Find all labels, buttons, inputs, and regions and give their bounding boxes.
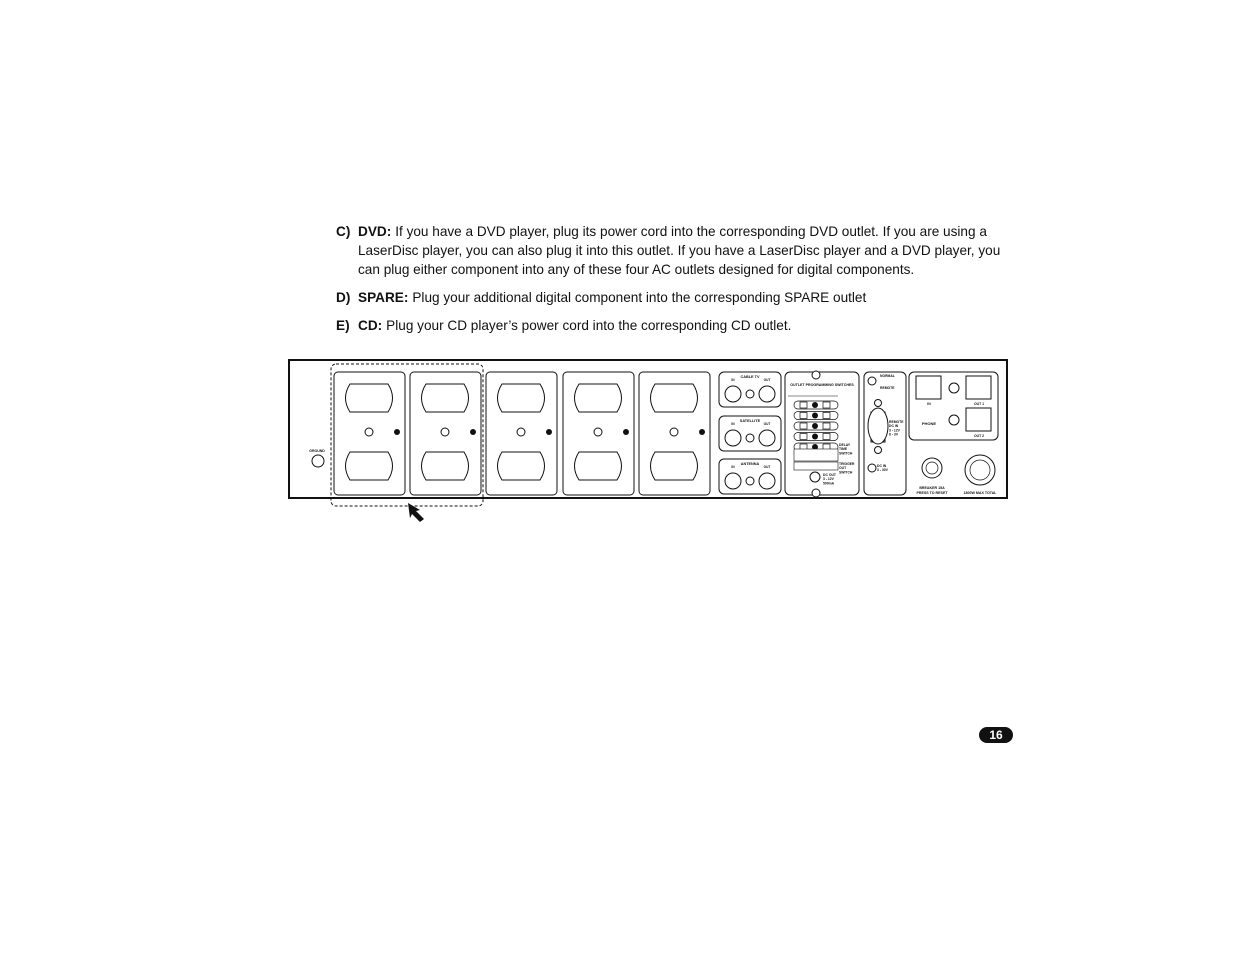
outlet-screw-icon [365, 428, 373, 436]
outlet-socket-icon [575, 384, 622, 412]
switch-right-icon [823, 434, 830, 440]
programming-screw-icon [812, 489, 820, 497]
outlet-screw-icon [441, 428, 449, 436]
dc-out-label: 3 - 12V [823, 477, 834, 482]
remote-dc-label: 3 - 12V [889, 428, 900, 433]
outlet-marker-label: 3 [625, 430, 627, 435]
coax-screw-icon [746, 477, 754, 485]
power-cord-label: 1800W MAX TOTAL [963, 491, 997, 495]
trigger-label: OUT [839, 466, 847, 471]
delay-label: TIME [839, 447, 848, 452]
coax-jacks [719, 372, 781, 494]
coax-jack-icon [725, 386, 741, 402]
phone-screw-icon [949, 415, 959, 425]
delay-label: SWITCH [839, 451, 853, 456]
remote-label: REMOTE [880, 386, 895, 390]
dc-out-jack-icon [810, 472, 820, 482]
coax-jack-icon [759, 386, 775, 402]
switch-left-icon [800, 423, 807, 429]
switch-left-icon [800, 413, 807, 419]
power-cord-icon [965, 455, 995, 485]
phone-out2-jack-icon [966, 408, 991, 431]
coax-jack-icon [759, 473, 775, 489]
phone-section [909, 372, 998, 440]
outlet-socket-icon [575, 452, 622, 480]
outlet-marker-label: 2 [548, 430, 550, 435]
dc-out-label: DC OUT [823, 473, 836, 477]
outlet-socket-icon [422, 452, 469, 480]
switch-right-icon [823, 423, 830, 429]
coax-out-label: OUT [763, 378, 771, 382]
outlet-screw-icon [670, 428, 678, 436]
paragraph-label: C) [336, 224, 351, 239]
dc-out-label: 500mA [823, 481, 835, 486]
remote-dc-label: REMOTE [889, 420, 904, 424]
switch-right-icon [823, 402, 830, 408]
outlet-screw-icon [517, 428, 525, 436]
outlet-socket-icon [498, 452, 545, 480]
paragraph-line: Plug your additional digital component into the corresponding SPARE outlet [412, 290, 867, 305]
paragraph-keyword: DVD: [358, 224, 392, 239]
switch-left-icon [800, 402, 807, 408]
paragraph-line: Plug your CD player’s power cord into the corresponding CD outlet. [386, 318, 792, 333]
coax-label: CABLE TV [740, 375, 760, 379]
outlet-programming-switches [785, 371, 859, 497]
phone-in-label: IN [927, 402, 931, 406]
paragraph-label: D) [336, 290, 351, 305]
switch-left-icon [800, 434, 807, 440]
coax-screw-icon [746, 434, 754, 442]
ac-outlets [334, 372, 710, 495]
coax-jack-icon [725, 430, 741, 446]
breaker-label-2: PRESS TO RESET [916, 491, 948, 495]
phone-label: PHONE [921, 421, 937, 426]
switch-right-icon [823, 413, 830, 419]
coax-out-label: OUT [763, 465, 771, 469]
coax-label: SATELLITE [739, 419, 761, 423]
switch-number-label: 4 [814, 434, 816, 439]
phone-out1-jack-icon [966, 376, 991, 399]
delay-label: DELAY [839, 443, 851, 447]
outlet-socket-icon [651, 452, 698, 480]
switch-number-label: 2 [814, 413, 816, 418]
outlet-marker-label: 1 [396, 430, 398, 435]
outlet-socket-icon [651, 384, 698, 412]
paragraph-keyword: SPARE: [358, 290, 409, 305]
paragraph-line: If you have a DVD player, plug its power cord into the corresponding DVD outlet. If you are using a [395, 224, 987, 239]
dc-in-label: DC IN [877, 464, 887, 468]
dc-in-label: 3 - 30V [877, 468, 888, 473]
outlet-screw-icon [594, 428, 602, 436]
coax-jack-icon [725, 473, 741, 489]
coax-in-label: IN [731, 422, 735, 426]
trigger-label: TRIGGER [839, 462, 855, 466]
coax-out-label: OUT [763, 422, 771, 426]
outlet-socket-icon [346, 452, 393, 480]
remote-dc-label: DC IN [889, 424, 899, 429]
outlet-socket-icon [422, 384, 469, 412]
programming-title: OUTLET PROGRAMMING SWITCHES [790, 383, 854, 387]
remote-port-icon [868, 408, 888, 444]
delay-switch [794, 449, 838, 461]
page-number: 16 [979, 727, 1013, 743]
switch-number-label: 5 [814, 445, 816, 450]
paragraph-keyword: CD: [358, 318, 383, 333]
phone-in-jack-icon [916, 376, 941, 399]
switch-number-label: 1 [814, 403, 816, 408]
coax-jack-icon [759, 430, 775, 446]
remote-dc-label: 6 - 3V [889, 432, 899, 437]
remote-screw-icon [875, 400, 882, 407]
paragraph-line: can plug either component into any of these four AC outlets designed for digital components. [358, 262, 915, 277]
programming-screw-icon [812, 371, 820, 379]
coax-label: ANTENNA [740, 462, 760, 466]
remote-section [864, 372, 906, 495]
paragraph-label: E) [336, 318, 350, 333]
ground-screw-icon [312, 455, 324, 467]
trigger-switch [794, 462, 838, 470]
coax-in-label: IN [731, 465, 735, 469]
outlet-marker-label: 4 [701, 430, 703, 435]
ground-label: GROUND [309, 449, 325, 453]
paragraph-line: LaserDisc player, you can also plug it into this outlet. If you have a LaserDisc player and a DVD player, you [358, 243, 1001, 258]
remote-screw-icon [875, 447, 882, 454]
dc-in-jack-icon [868, 464, 876, 472]
breaker-label-1: BREAKER 15A [919, 486, 945, 490]
phone-screw-icon [949, 383, 959, 393]
normal-switch-icon [868, 377, 876, 385]
coax-in-label: IN [731, 378, 735, 382]
switch-number-label: 3 [814, 424, 816, 429]
normal-label: NORMAL [880, 374, 895, 378]
phone-out2-label: OUT 2 [974, 434, 984, 438]
outlet-socket-icon [498, 384, 545, 412]
breaker-button-icon [922, 458, 942, 478]
outlet-marker-label: 1 [472, 430, 474, 435]
outlet-socket-icon [346, 384, 393, 412]
trigger-label: SWITCH [839, 470, 853, 475]
phone-out1-label: OUT 1 [974, 402, 984, 406]
coax-screw-icon [746, 390, 754, 398]
